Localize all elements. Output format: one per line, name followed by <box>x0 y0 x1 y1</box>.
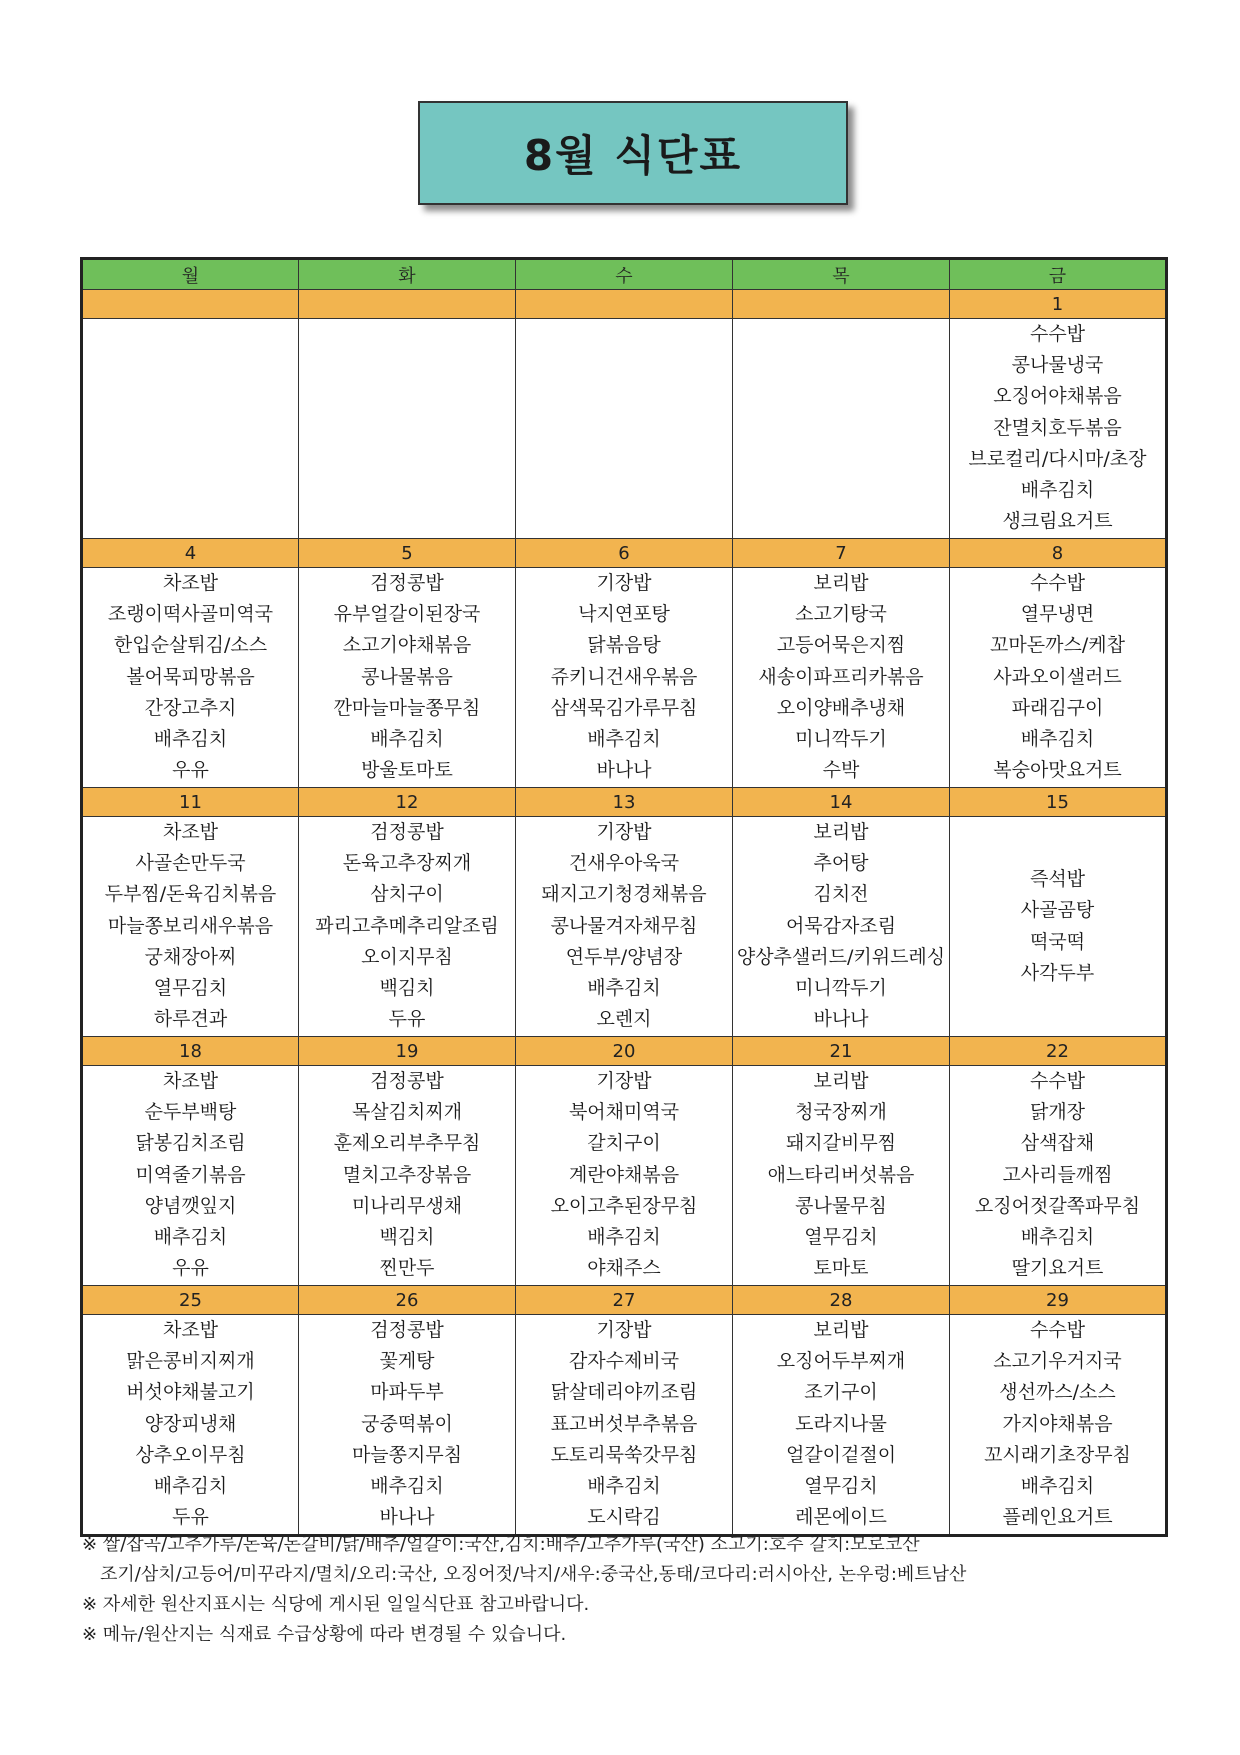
menu-item: 검정콩밥 <box>370 1070 444 1092</box>
menu-item: 삼치구이 <box>370 883 444 906</box>
date-cell: 28 <box>733 1286 950 1315</box>
menu-item: 건새우아욱국 <box>568 852 680 875</box>
menu-item: 오이지무침 <box>361 945 453 968</box>
menu-cell <box>733 1315 950 1536</box>
menu-item: 콩나물겨자채무침 <box>550 914 698 937</box>
menu-item: 양상추샐러드/키위드레싱 <box>736 945 946 968</box>
menu-cell <box>950 568 1167 788</box>
menu-item: 갈치구이 <box>587 1132 661 1155</box>
menu-item: 닭봉김치조림 <box>135 1132 246 1155</box>
date-row <box>82 539 1167 568</box>
menu-item: 간장고추지 <box>144 696 237 719</box>
menu-item: 배추김치 <box>370 728 444 751</box>
menu-item: 양념깻잎지 <box>144 1194 237 1217</box>
menu-item: 하루견과 <box>153 1008 228 1031</box>
date-cell: 12 <box>299 788 516 817</box>
menu-item: 두유 <box>388 1008 426 1031</box>
menu-item: 조기구이 <box>804 1381 878 1404</box>
date-cell: 20 <box>516 1037 733 1066</box>
menu-item: 표고버섯부추볶음 <box>550 1412 698 1435</box>
menu-item: 배추김치 <box>153 1475 228 1498</box>
menu-item: 배추김치 <box>587 728 661 751</box>
date-cell: 4 <box>82 539 299 568</box>
menu-item: 수박 <box>822 759 860 782</box>
date-cell: 1 <box>950 290 1167 319</box>
menu-item: 생크림요거트 <box>1002 510 1113 533</box>
menu-cell <box>516 1066 733 1286</box>
date-cell: 26 <box>299 1286 516 1315</box>
menu-item: 닭볶음탕 <box>587 634 661 657</box>
date-cell <box>299 290 516 319</box>
menu-item: 계란야채볶음 <box>568 1163 680 1186</box>
menu-cell <box>950 1315 1167 1536</box>
menu-cell <box>299 1066 516 1286</box>
menu-item: 목살김치찌개 <box>351 1101 463 1124</box>
menu-item: 소고기야채볶음 <box>342 634 472 657</box>
menu-item: 도시락김 <box>587 1506 661 1529</box>
menu-item: 쥬키니건새우볶음 <box>550 665 698 688</box>
menu-item: 검정콩밥 <box>370 1319 444 1341</box>
menu-cell <box>733 319 950 539</box>
menu-item: 배추김치 <box>1020 1226 1095 1249</box>
menu-item: 미나리무생채 <box>351 1194 463 1217</box>
menu-item: 차조밥 <box>162 1319 219 1341</box>
menu-item: 청국장찌개 <box>795 1101 887 1124</box>
date-cell: 19 <box>299 1037 516 1066</box>
menu-cell <box>950 1066 1167 1286</box>
menu-item: 볼어묵피망볶음 <box>126 665 255 688</box>
menu-item: 삼색묵김가루무침 <box>550 696 698 719</box>
menu-item: 배추김치 <box>153 1226 228 1249</box>
menu-item: 생선까스/소스 <box>999 1381 1116 1404</box>
menu-cell <box>950 319 1167 539</box>
menu-item: 열무김치 <box>153 977 228 1000</box>
menu-item: 꽈리고추메추리알조림 <box>315 914 499 937</box>
date-row <box>82 788 1167 817</box>
menu-row <box>82 817 1167 1037</box>
menu-item: 사골손만두국 <box>135 852 246 875</box>
menu-item: 유부얼갈이된장국 <box>333 603 481 626</box>
meal-calendar-table <box>80 257 1168 1537</box>
menu-item: 사골곰탕 <box>1020 899 1095 922</box>
menu-row <box>82 1066 1167 1286</box>
menu-item: 두부찜/돈육김치볶음 <box>104 883 277 906</box>
menu-item: 배추김치 <box>1020 479 1095 502</box>
menu-cell <box>299 817 516 1037</box>
menu-item: 방울토마토 <box>361 759 453 782</box>
menu-cell <box>733 1066 950 1286</box>
menu-item: 바나나 <box>813 1008 869 1031</box>
menu-item: 미니깍두기 <box>795 977 887 1000</box>
menu-item: 찐만두 <box>379 1257 435 1280</box>
menu-item: 기장밥 <box>596 821 652 843</box>
menu-item: 백김치 <box>379 977 435 1000</box>
notice-line: ※ 메뉴/원산지는 식재료 수급상황에 따라 변경될 수 있습니다. <box>82 1624 567 1645</box>
menu-item: 사과오이샐러드 <box>993 665 1122 688</box>
menu-item: 차조밥 <box>162 821 219 843</box>
menu-item: 보리밥 <box>813 1070 869 1092</box>
page-title: 8월 식단표 <box>418 101 848 205</box>
menu-item: 오징어두부찌개 <box>776 1350 906 1373</box>
weekday-wed: 수 <box>516 259 733 290</box>
menu-item: 백김치 <box>379 1226 435 1249</box>
menu-item: 플레인요거트 <box>1002 1506 1113 1529</box>
menu-cell <box>82 817 299 1037</box>
menu-item: 버섯야채불고기 <box>126 1381 255 1404</box>
date-cell: 5 <box>299 539 516 568</box>
date-cell: 22 <box>950 1037 1167 1066</box>
menu-item: 수수밥 <box>1029 572 1086 594</box>
menu-item: 기장밥 <box>596 1070 652 1092</box>
menu-item: 즉석밥 <box>1029 868 1086 891</box>
date-cell <box>516 290 733 319</box>
menu-item: 고사리들깨찜 <box>1002 1163 1113 1186</box>
menu-item: 보리밥 <box>813 1319 869 1341</box>
menu-item: 콩나물볶음 <box>361 665 453 688</box>
menu-item: 배추김치 <box>1020 728 1095 751</box>
menu-row <box>82 319 1167 539</box>
menu-item: 우유 <box>172 1257 209 1280</box>
date-cell: 15 <box>950 788 1167 817</box>
menu-cell <box>516 319 733 539</box>
origin-note-line: 조기/삼치/고등어/미꾸라지/멸치/오리:국산, 오징어젓/낙지/새우:중국산,동태/코다리:러시아산, 논우렁:베트남산 <box>100 1564 967 1585</box>
menu-cell <box>516 1315 733 1536</box>
menu-cell <box>299 1315 516 1536</box>
menu-item: 애느타리버섯볶음 <box>767 1163 915 1186</box>
menu-cell <box>82 319 299 539</box>
menu-item: 감자수제비국 <box>568 1350 680 1373</box>
menu-item: 꼬마돈까스/케찹 <box>990 634 1125 657</box>
menu-item: 수수밥 <box>1029 1319 1086 1341</box>
date-cell: 13 <box>516 788 733 817</box>
menu-cell <box>299 319 516 539</box>
menu-item: 배추김치 <box>587 1475 661 1498</box>
menu-item: 추어탕 <box>813 852 869 875</box>
menu-item: 토마토 <box>813 1257 869 1280</box>
menu-row <box>82 1315 1167 1536</box>
date-cell: 7 <box>733 539 950 568</box>
date-cell: 25 <box>82 1286 299 1315</box>
menu-item: 차조밥 <box>162 1070 219 1092</box>
menu-item: 마늘쫑지무침 <box>351 1443 463 1466</box>
menu-item: 오징어야채볶음 <box>993 385 1122 408</box>
origin-note-line: ※ 쌀/잡곡/고추가루/돈육/돈갈비/닭/배추/얼갈이:국산,김치:배추/고추가루(국산) 소고기:호주 갈치:모로코산 <box>82 1534 920 1555</box>
menu-item: 멸치고추장볶음 <box>342 1163 472 1186</box>
date-row <box>82 1037 1167 1066</box>
menu-item: 순두부백탕 <box>144 1101 237 1124</box>
menu-item: 열무냉면 <box>1020 603 1095 626</box>
menu-item: 두유 <box>172 1506 209 1529</box>
menu-item: 북어채미역국 <box>568 1101 680 1124</box>
menu-cell <box>950 817 1167 1037</box>
menu-item: 조랭이떡사골미역국 <box>107 603 274 626</box>
menu-item: 미니깍두기 <box>795 728 887 751</box>
menu-item: 돼지고기청경채볶음 <box>541 883 707 906</box>
menu-item: 가지야채볶음 <box>1002 1412 1113 1435</box>
menu-item: 궁채장아찌 <box>144 945 237 968</box>
menu-item: 바나나 <box>596 759 652 782</box>
menu-item: 배추김치 <box>1020 1475 1095 1498</box>
menu-item: 보리밥 <box>813 821 869 843</box>
menu-item: 닭살데리야끼조림 <box>550 1381 698 1404</box>
date-cell <box>82 290 299 319</box>
menu-item: 배추김치 <box>587 1226 661 1249</box>
menu-item: 새송이파프리카볶음 <box>758 665 924 688</box>
date-cell <box>733 290 950 319</box>
menu-item: 오이양배추냉채 <box>776 696 906 719</box>
menu-item: 돈육고추장찌개 <box>342 852 472 875</box>
menu-item: 기장밥 <box>596 572 652 594</box>
menu-item: 우유 <box>172 759 209 782</box>
menu-item: 김치전 <box>813 883 869 906</box>
weekday-thu: 목 <box>733 259 950 290</box>
menu-item: 삼색잡채 <box>1020 1132 1095 1155</box>
weekday-mon: 월 <box>82 259 299 290</box>
menu-item: 콩나물냉국 <box>1011 354 1104 377</box>
menu-item: 열무김치 <box>804 1475 878 1498</box>
menu-item: 차조밥 <box>162 572 219 594</box>
menu-item: 한입순살튀김/소스 <box>113 634 268 657</box>
menu-item: 오이고추된장무침 <box>550 1194 698 1217</box>
date-cell: 11 <box>82 788 299 817</box>
menu-cell <box>516 817 733 1037</box>
menu-item: 배추김치 <box>370 1475 444 1498</box>
menu-item: 도토리묵쑥갓무침 <box>550 1443 698 1466</box>
menu-cell <box>82 1315 299 1536</box>
menu-item: 기장밥 <box>596 1319 652 1341</box>
menu-cell <box>82 568 299 788</box>
menu-item: 소고기우거지국 <box>993 1350 1122 1373</box>
menu-item: 오징어젓갈쪽파무침 <box>974 1194 1141 1217</box>
menu-item: 레몬에이드 <box>795 1506 887 1529</box>
menu-item: 도라지나물 <box>795 1412 887 1435</box>
menu-item: 사각두부 <box>1020 961 1095 984</box>
menu-item: 궁중떡볶이 <box>361 1412 453 1435</box>
menu-item: 떡국떡 <box>1029 930 1086 953</box>
menu-item: 열무김치 <box>804 1226 878 1249</box>
weekday-fri: 금 <box>950 259 1167 290</box>
menu-item: 야채주스 <box>587 1257 661 1280</box>
menu-item: 꽃게탕 <box>379 1350 435 1373</box>
menu-item: 돼지갈비무찜 <box>785 1132 897 1155</box>
menu-item: 바나나 <box>379 1506 435 1529</box>
menu-item: 고등어묵은지찜 <box>776 634 906 657</box>
menu-item: 어묵감자조림 <box>785 914 897 937</box>
menu-item: 검정콩밥 <box>370 572 444 594</box>
menu-item: 마파두부 <box>370 1381 444 1404</box>
menu-cell <box>299 568 516 788</box>
origin-notes <box>82 1530 1182 1650</box>
menu-cell <box>733 817 950 1037</box>
menu-item: 연두부/양념장 <box>565 945 683 968</box>
menu-item: 배추김치 <box>153 728 228 751</box>
menu-item: 딸기요거트 <box>1011 1257 1104 1280</box>
menu-item: 수수밥 <box>1029 1070 1086 1092</box>
date-cell: 29 <box>950 1286 1167 1315</box>
menu-item: 꼬시래기초장무침 <box>984 1443 1131 1466</box>
date-row <box>82 1286 1167 1315</box>
date-cell: 8 <box>950 539 1167 568</box>
weekday-header-row <box>82 259 1167 290</box>
date-cell: 6 <box>516 539 733 568</box>
menu-item: 검정콩밥 <box>370 821 444 843</box>
menu-item: 미역줄기볶음 <box>135 1163 246 1186</box>
date-row <box>82 290 1167 319</box>
menu-item: 수수밥 <box>1029 323 1086 345</box>
menu-item: 복숭아맛요거트 <box>993 759 1122 782</box>
notice-line: ※ 자세한 원산지표시는 식당에 게시된 일일식단표 참고바랍니다. <box>82 1594 590 1615</box>
date-cell: 27 <box>516 1286 733 1315</box>
menu-item: 낙지연포탕 <box>578 603 670 626</box>
menu-item: 얼갈이겉절이 <box>785 1443 897 1466</box>
menu-cell <box>516 568 733 788</box>
weekday-tue: 화 <box>299 259 516 290</box>
menu-item: 브로컬리/다시마/초장 <box>968 447 1147 470</box>
menu-item: 닭개장 <box>1029 1101 1086 1124</box>
menu-item: 배추김치 <box>587 977 661 1000</box>
menu-cell <box>82 1066 299 1286</box>
menu-item: 양장피냉채 <box>144 1412 237 1435</box>
menu-item: 깐마늘마늘쫑무침 <box>333 696 481 719</box>
menu-item: 콩나물무침 <box>795 1194 887 1217</box>
menu-item: 오렌지 <box>596 1008 652 1031</box>
date-cell: 18 <box>82 1037 299 1066</box>
menu-item: 보리밥 <box>813 572 869 594</box>
menu-item: 파래김구이 <box>1011 696 1104 719</box>
menu-item: 맑은콩비지찌개 <box>126 1350 255 1373</box>
menu-item: 소고기탕국 <box>795 603 887 626</box>
menu-cell <box>733 568 950 788</box>
date-cell: 21 <box>733 1037 950 1066</box>
menu-item: 훈제오리부추무침 <box>333 1132 481 1155</box>
menu-row <box>82 568 1167 788</box>
menu-item: 마늘쫑보리새우볶음 <box>107 914 274 937</box>
menu-item: 잔멸치호두볶음 <box>993 416 1122 439</box>
date-cell: 14 <box>733 788 950 817</box>
menu-item: 상추오이무침 <box>135 1443 246 1466</box>
